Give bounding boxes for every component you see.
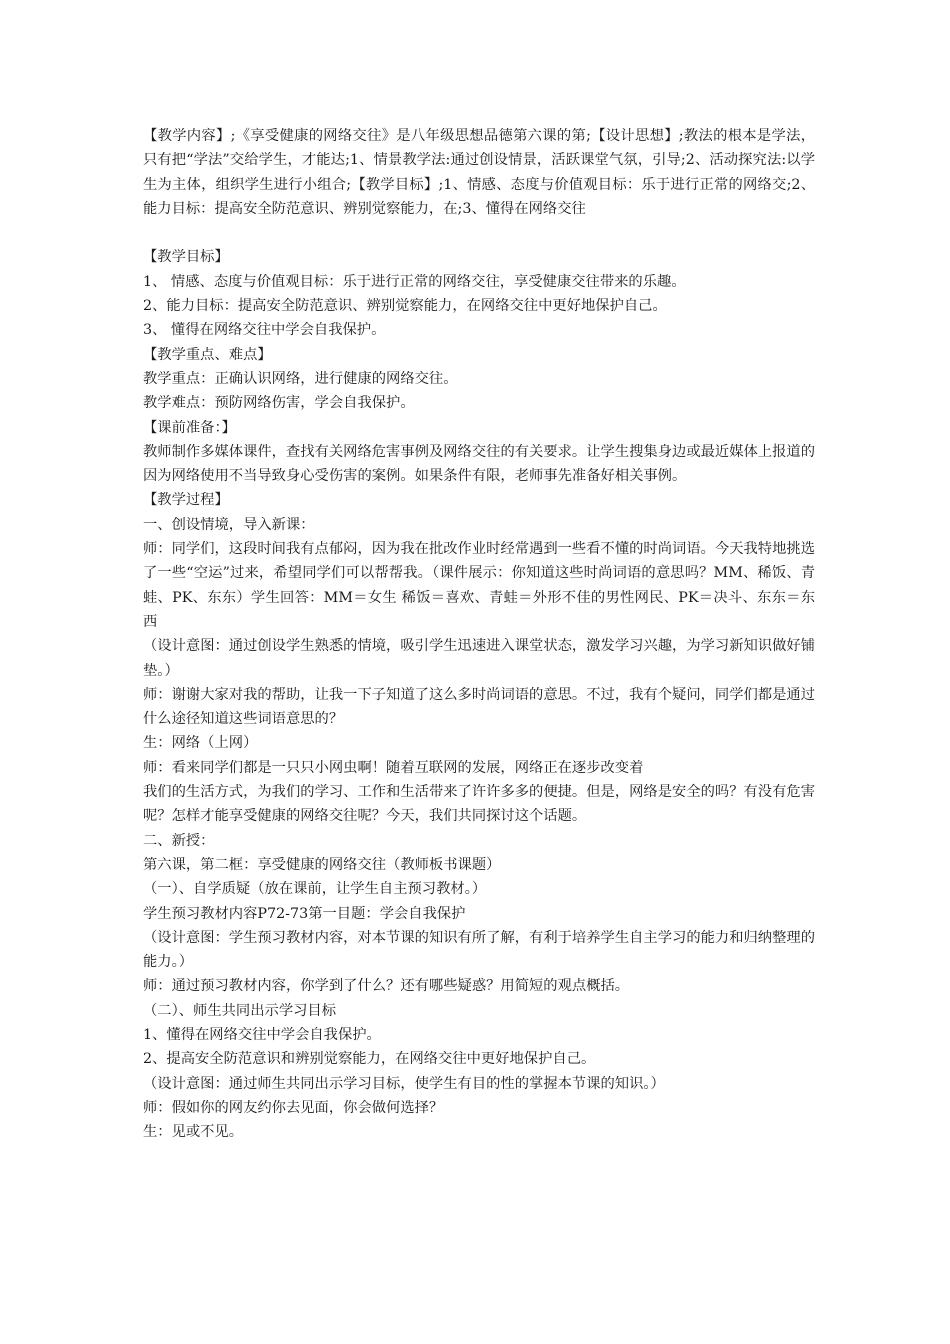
teacher-meet-question: 师：假如你的网友约你去见面，你会做何选择？ [143, 1099, 444, 1116]
blank-line [143, 221, 815, 245]
learning-goal-2: 2、提高安全防范意识和辨别觉察能力，在网络交往中更好地保护自己。 [143, 1051, 596, 1068]
heading-key-points: 【教学重点、难点】 [143, 346, 272, 363]
goal-1: 1、 情感、态度与价值观目标：乐于进行正常的网络交往，享受健康交往带来的乐趣。 [143, 273, 686, 290]
heading-preparation: 【课前准备：】 [143, 419, 236, 436]
preparation-paragraph: 教师制作多媒体课件，查找有关网络危害事例及网络交往的有关要求。让学生搜集身边或最近媒体上报道的因为网络使用不当导致身心受伤害的案例。如果条件有限，老师事先准备好相关事例。 [143, 443, 815, 485]
teacher-question-paragraph: 师：谢谢大家对我的帮助，让我一下子知道了这么多时尚词语的意思。不过，我有个疑问，同学们都是通过什么途径知道这些词语意思的？ [143, 686, 815, 728]
teacher-intro-paragraph: 师：同学们，这段时间我有点郁闷，因为我在批改作业时经常遇到一些看不懂的时尚词语。今天我特地挑选了一些“空运”过来，希望同学们可以帮帮我。（课件展示：你知道这些时尚词语的意思吗？MM、稀饭、青蛙、PK、东东）学生回答：MM＝女生 稀饭＝喜欢、青蛙＝外形不佳的男性网民、PK＝决斗、东东＝东西 [143, 541, 815, 630]
design-intent-2: （设计意图：学生预习教材内容，对本节课的知识有所了解，有利于培养学生自主学习的能力和归纳整理的能力。） [143, 929, 815, 971]
document-body [143, 124, 815, 1144]
goal-3: 3、 懂得在网络交往中学会自我保护。 [143, 322, 386, 339]
goals-heading-2: （二）、师生共同出示学习目标 [143, 1002, 337, 1019]
teacher-comment-paragraph: 我们的生活方式，为我们的学习、工作和生活带来了许许多多的便捷。但是，网络是安全的吗？有没有危害呢？怎样才能享受健康的网络交往呢？今天，我们共同探讨这个话题。 [143, 784, 815, 825]
teacher-comment-line: 师：看来同学们都是一只只小网虫啊！随着互联网的发展，网络正在逐步改变着 [143, 759, 644, 776]
heading-teaching-goals: 【教学目标】 [143, 249, 229, 266]
preview-line: 学生预习教材内容P72-73第一目题：学会自我保护 [143, 905, 466, 922]
section-1-title: 一、创设情境，导入新课： [143, 516, 315, 533]
teacher-preview-question: 师：通过预习教材内容，你学到了什么？还有哪些疑惑？用简短的观点概括。 [143, 978, 630, 995]
summary-paragraph: 【教学内容】;《享受健康的网络交往》是八年级思想品德第六课的第;【设计思想】;教法的根本是学法，只有把“学法”交给学生，才能达;1、情景教学法:通过创设情景，活跃课堂气氛，引导;2、活动探究法:以学生为主体，组织学生进行小组合;【教学目标】;1、情感、态度与价值观目标：乐于进行正常的网络交;2、能力目标：提高安全防范意识、辨别觉察能力，在;3、懂得在网络交往 [143, 128, 815, 217]
design-intent-1: （设计意图：通过创设学生熟悉的情境，吸引学生迅速进入课堂状态，激发学习兴趣，为学习新知识做好铺垫。） [143, 638, 815, 679]
student-answer-2: 生：见或不见。 [143, 1124, 244, 1141]
difficult-point: 教学难点：预防网络伤害，学会自我保护。 [143, 395, 415, 412]
self-study-heading: （一）、自学质疑（放在课前，让学生自主预习教材。） [143, 881, 487, 898]
goal-2: 2、能力目标：提高安全防范意识、辨别觉察能力，在网络交往中更好地保护自己。 [143, 298, 667, 315]
lesson-title-line: 第六课，第二框：享受健康的网络交往（教师板书课题） [143, 856, 501, 873]
key-point: 教学重点：正确认识网络，进行健康的网络交往。 [143, 370, 458, 387]
heading-teaching-process: 【教学过程】 [143, 492, 229, 509]
student-answer-1: 生：网络（上网） [143, 735, 258, 752]
section-2-title: 二、新授： [143, 832, 215, 849]
design-intent-3: （设计意图：通过师生共同出示学习目标，使学生有目的性的掌握本节课的知识。） [143, 1075, 665, 1092]
learning-goal-1: 1、懂得在网络交往中学会自我保护。 [143, 1026, 381, 1043]
